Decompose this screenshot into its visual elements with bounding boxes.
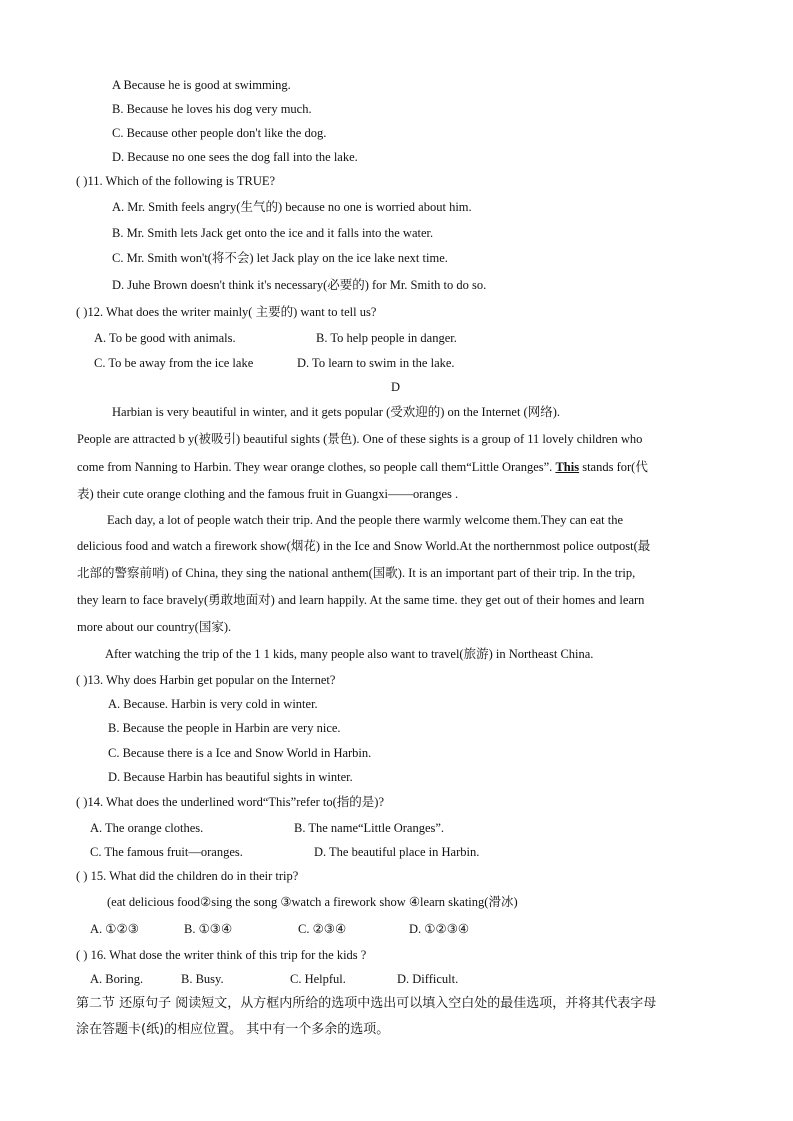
passage-p2-line5: more about our country(国家). — [77, 620, 232, 634]
q15-option-a: A. ①②③ — [90, 922, 139, 936]
q15-option-c: C. ②③④ — [298, 922, 347, 936]
q10-option-b: B. Because he loves his dog very much. — [112, 102, 312, 116]
passage-p2-line3: 北部的警察前哨) of China, they sing the national anthem(国歌). It is an important part of their trip. In the trip, — [77, 566, 636, 580]
q14-option-d: D. The beautiful place in Harbin. — [314, 845, 480, 859]
q13-option-c: C. Because there is a Ice and Snow World in Harbin. — [108, 746, 372, 760]
q16-option-a: A. Boring. — [90, 972, 144, 986]
passage-p3: After watching the trip of the 1 1 kids, many people also want to travel(旅游) in Northeast China. — [105, 647, 594, 661]
passage-p1-line2: People are attracted b y(被吸引) beautiful sights (景色). One of these sights is a group of 11 lovely children who — [77, 432, 643, 446]
q11-option-b: B. Mr. Smith lets Jack get onto the ice and it falls into the water. — [112, 226, 434, 240]
q12-option-a: A. To be good with animals. — [94, 331, 236, 345]
q16-stem: ( ) 16. What dose the writer think of this trip for the kids ? — [76, 948, 367, 962]
q10-option-a: A Because he is good at swimming. — [112, 78, 291, 92]
q12-option-c: C. To be away from the ice lake — [94, 356, 254, 370]
section2-instruction-line1: 第二节 还原句子 阅读短文，从方框内所给的选项中选出可以填入空白处的最佳选项，并将其代表字母 — [76, 996, 657, 1011]
passage-p2-line4: they learn to face bravely(勇敢地面对) and learn happily. At the same time. they get out of their homes and learn — [77, 593, 645, 607]
q12-option-d: D. To learn to swim in the lake. — [297, 356, 455, 370]
q14-option-b: B. The name“Little Oranges”. — [294, 821, 445, 835]
q13-stem: ( )13. Why does Harbin get popular on the Internet? — [76, 673, 336, 687]
q12-option-b: B. To help people in danger. — [316, 331, 457, 345]
underlined-word-this: This — [555, 460, 580, 474]
q10-option-d: D. Because no one sees the dog fall into the lake. — [112, 150, 358, 164]
q11-option-c: C. Mr. Smith won't(将不会) let Jack play on the ice lake next time. — [112, 251, 448, 265]
q16-option-c: C. Helpful. — [290, 972, 346, 986]
q13-option-b: B. Because the people in Harbin are very nice. — [108, 721, 341, 735]
q13-option-a: A. Because. Harbin is very cold in winter. — [108, 697, 318, 711]
q15-stem: ( ) 15. What did the children do in their trip? — [76, 869, 299, 883]
q11-stem: ( )11. Which of the following is TRUE? — [76, 174, 276, 188]
q13-option-d: D. Because Harbin has beautiful sights in winter. — [108, 770, 353, 784]
passage-p1-line4: 表) their cute orange clothing and the famous fruit in Guangxi——oranges . — [77, 487, 459, 501]
q10-option-c: C. Because other people don't like the dog. — [112, 126, 327, 140]
passage-p1-line3 — [77, 459, 648, 475]
q15-option-d: D. ①②③④ — [409, 922, 470, 936]
passage-heading: D — [391, 380, 401, 394]
q15-option-b: B. ①③④ — [184, 922, 233, 936]
q14-option-a: A. The orange clothes. — [90, 821, 204, 835]
q12-stem: ( )12. What does the writer mainly( 主要的) want to tell us? — [76, 305, 377, 319]
q16-option-b: B. Busy. — [181, 972, 224, 986]
passage-p2-line1: Each day, a lot of people watch their trip. And the people there warmly welcome them.They can eat the — [107, 513, 624, 527]
passage-p1-line1: Harbian is very beautiful in winter, and it gets popular (受欢迎的) on the Internet (网络). — [112, 405, 560, 419]
q16-option-d: D. Difficult. — [397, 972, 459, 986]
passage-p1-line3-pre: come from Nanning to Harbin. They wear orange clothes, so people call them“Little Oranges”. — [77, 460, 556, 474]
q15-items: (eat delicious food②sing the song ③watch a firework show ④learn skating(滑冰) — [107, 895, 518, 909]
q14-stem: ( )14. What does the underlined word“This”refer to(指的是)? — [76, 795, 384, 809]
passage-p2-line2: delicious food and watch a firework show(烟花) in the Ice and Snow World.At the northernmost police outpost(最 — [77, 539, 651, 553]
q14-option-c: C. The famous fruit—oranges. — [90, 845, 243, 859]
section2-instruction-line2: 涂在答题卡(纸)的相应位置。 其中有一个多余的选项。 — [76, 1022, 390, 1037]
q11-option-d: D. Juhe Brown doesn't think it's necessary(必要的) for Mr. Smith to do so. — [112, 278, 487, 292]
q11-option-a: A. Mr. Smith feels angry(生气的) because no one is worried about him. — [112, 200, 472, 214]
passage-p1-line3-post: stands for(代 — [579, 460, 648, 474]
